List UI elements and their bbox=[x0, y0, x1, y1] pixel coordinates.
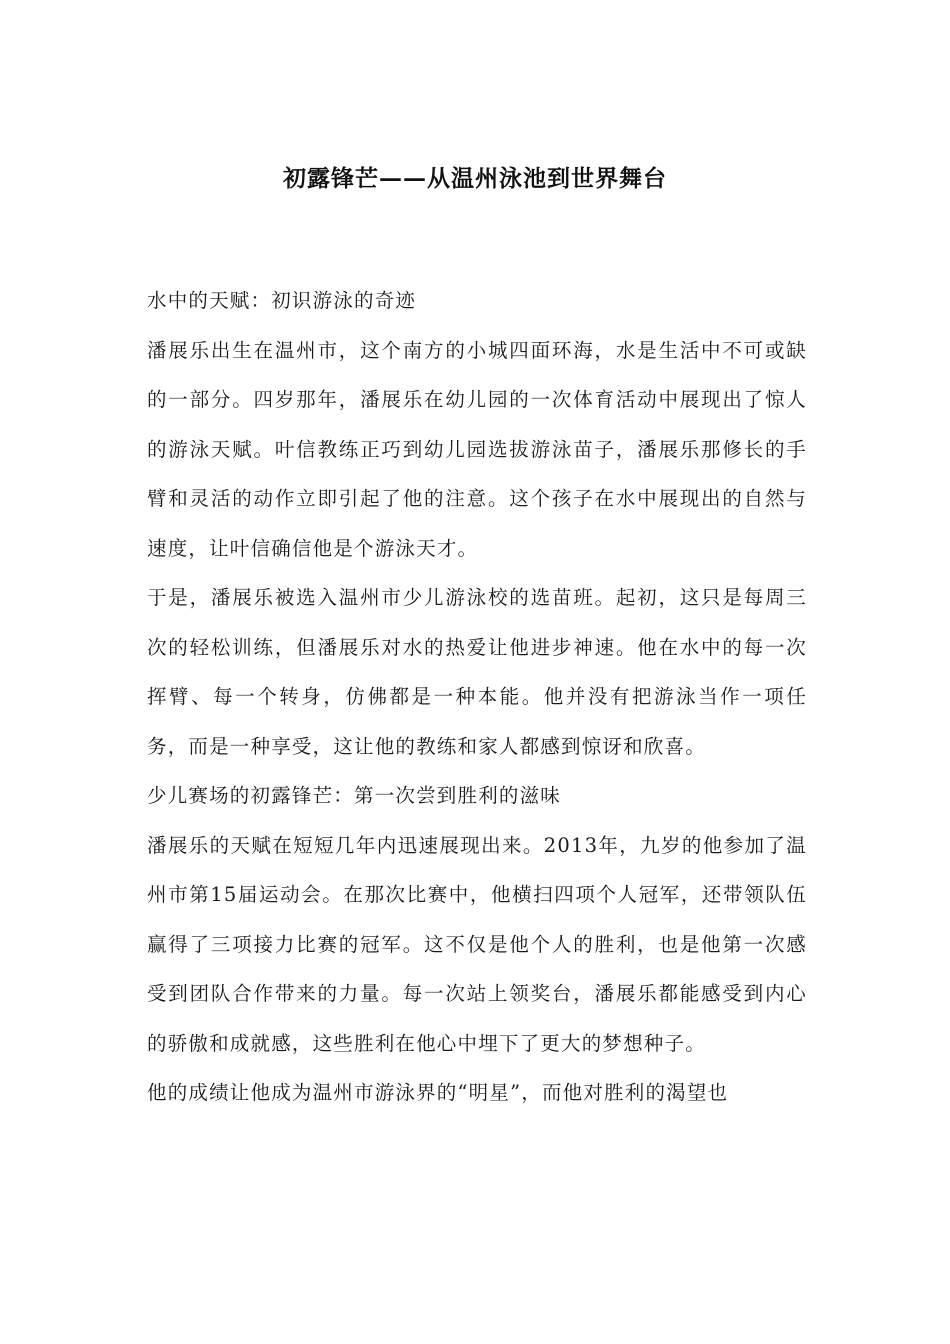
section-heading: 水中的天赋：初识游泳的奇迹 bbox=[147, 289, 417, 312]
paragraph: 于是，潘展乐被选入温州市少儿游泳校的选苗班。起初，这只是每周三次的轻松训练，但潘展乐对水的热爱让他进步神速。他在水中的每一次挥臂、每一个转身，仿佛都是一种本能。他并没有把游泳当作一项任务，而是一种享受，这让他的教练和家人都感到惊讶和欣喜。 bbox=[147, 586, 807, 758]
paragraph: 潘展乐的天赋在短短几年内迅速展现出来。2013年，九岁的他参加了温州市第15届运动会。在那次比赛中，他横扫四项个人冠军，还带领队伍赢得了三项接力比赛的冠军。这不仅是他个人的胜利，也是他第一次感受到团队合作带来的力量。每一次站上领奖台，潘展乐都能感受到内心的骄傲和成就感，这些胜利在他心中埋下了更大的梦想种子。 bbox=[147, 833, 807, 1055]
document-title: 初露锋芒——从温州泳池到世界舞台 bbox=[283, 165, 667, 192]
document-body bbox=[147, 276, 807, 1118]
section-heading: 少儿赛场的初露锋芒：第一次尝到胜利的滋味 bbox=[147, 784, 562, 807]
paragraph: 潘展乐出生在温州市，这个南方的小城四面环海，水是生活中不可或缺的一部分。四岁那年，潘展乐在幼儿园的一次体育活动中展现出了惊人的游泳天赋。叶信教练正巧到幼儿园选拔游泳苗子，潘展乐那修长的手臂和灵活的动作立即引起了他的注意。这个孩子在水中展现出的自然与速度，让叶信确信他是个游泳天才。 bbox=[147, 338, 807, 560]
paragraph: 他的成绩让他成为温州市游泳界的“明星”，而他对胜利的渴望也 bbox=[147, 1081, 729, 1104]
